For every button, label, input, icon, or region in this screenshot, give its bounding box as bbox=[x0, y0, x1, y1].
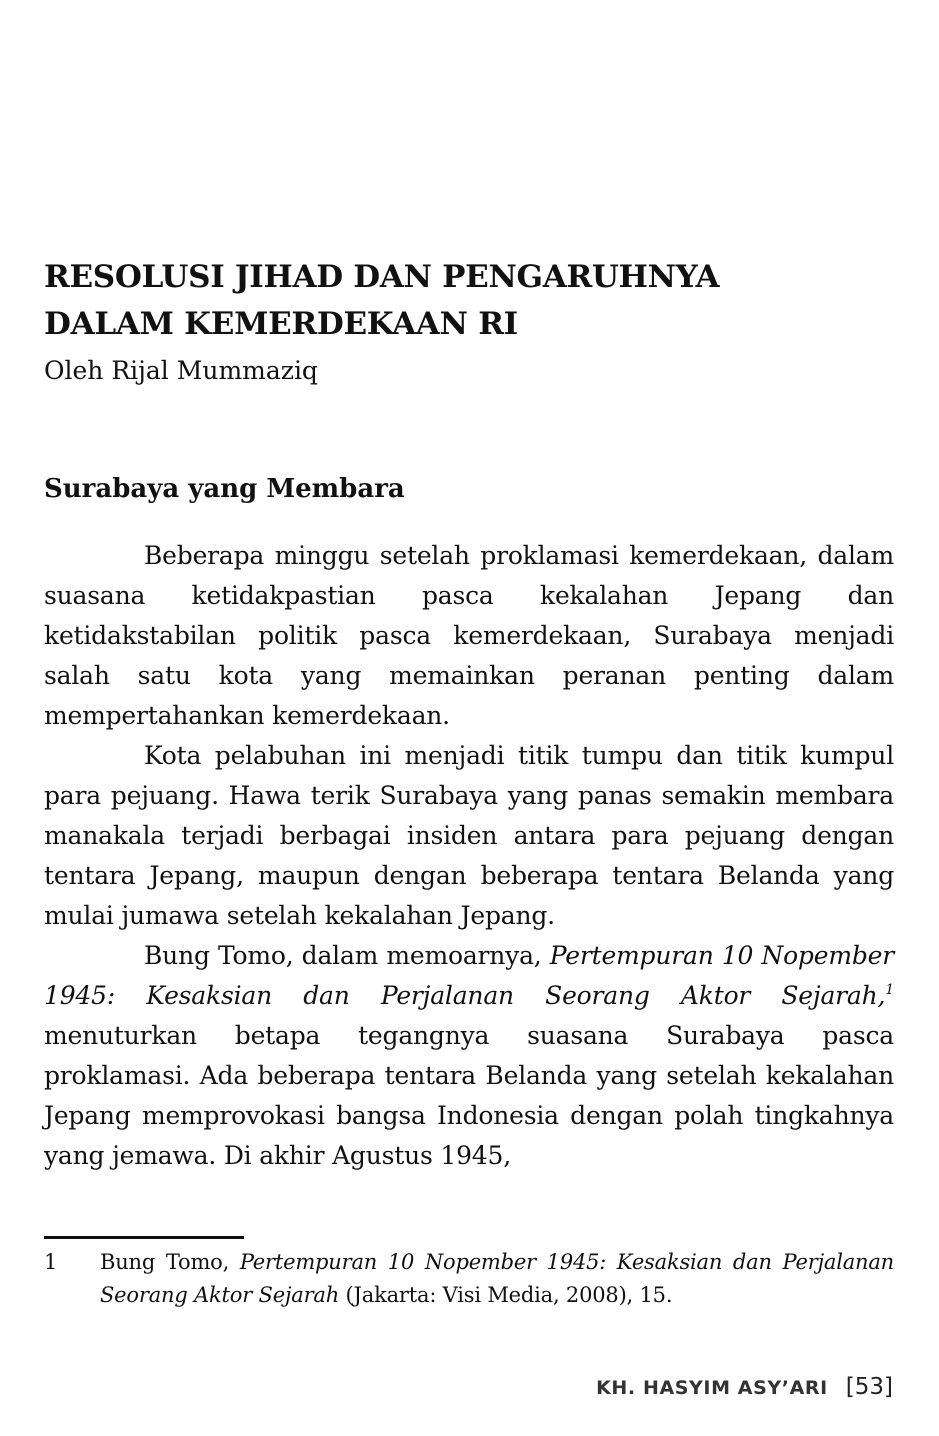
article-title-line-2: DALAM KEMERDEKAAN RI bbox=[44, 306, 518, 342]
paragraph-2: Kota pelabuhan ini menjadi titik tumpu dan titik kumpul para pejuang. Hawa terik Surabaya yang panas semakin membara manakala terjadi berbagai insiden antara para pejuang dengan tentara Jepang, maupun dengan beberapa tentara Belanda yang mulai jumawa setelah kekalahan Jepang. bbox=[44, 741, 894, 930]
footnote-number: 1 bbox=[44, 1250, 58, 1274]
page-number: [53] bbox=[845, 1374, 893, 1400]
paragraph-3 bbox=[44, 936, 894, 1176]
footnote-1 bbox=[44, 1246, 894, 1312]
footnote-text bbox=[100, 1246, 894, 1312]
paragraph-3-rest: menuturkan betapa tegangnya suasana Surabaya pasca proklamasi. Ada beberapa tentara Belanda yang setelah kekalahan Jepang memprovokasi bangsa Indonesia dengan polah tingkahnya yang jemawa. Di akhir Agustus 1945, bbox=[44, 1021, 894, 1170]
footnote-reference: 1 bbox=[885, 982, 894, 998]
footnote-lead: Bung Tomo, bbox=[100, 1250, 240, 1274]
article-body bbox=[44, 536, 894, 1176]
running-footer bbox=[596, 1370, 893, 1405]
footnote-citation: (Jakarta: Visi Media, 2008), 15. bbox=[339, 1283, 673, 1307]
paragraph-3-book-title: Pertempuran 10 Nopember 1945: Kesaksian dan Perjalanan Seorang Aktor Sejarah, bbox=[44, 941, 894, 1010]
footnote-book-title: Pertempuran 10 Nopember 1945: Kesaksian dan Perjalanan Seorang Aktor Sejarah bbox=[100, 1250, 895, 1307]
paragraph-3-lead: Bung Tomo, dalam memoarnya, bbox=[144, 941, 550, 970]
article-title bbox=[44, 254, 904, 348]
article-author: Oleh Rijal Mummaziq bbox=[44, 356, 318, 385]
section-heading: Surabaya yang Membara bbox=[44, 474, 405, 504]
running-title: KH. HASYIM ASY’ARI bbox=[596, 1377, 828, 1399]
paragraph-1: Beberapa minggu setelah proklamasi kemerdekaan, dalam suasana ketidakpastian pasca kekalahan Jepang dan ketidakstabilan politik pasca kemerdekaan, Surabaya menjadi salah satu kota yang memainkan peranan penting dalam mempertahankan kemerdekaan. bbox=[44, 541, 894, 730]
footnote-separator bbox=[44, 1236, 244, 1239]
article-title-line-1: RESOLUSI JIHAD DAN PENGARUHNYA bbox=[44, 259, 720, 295]
